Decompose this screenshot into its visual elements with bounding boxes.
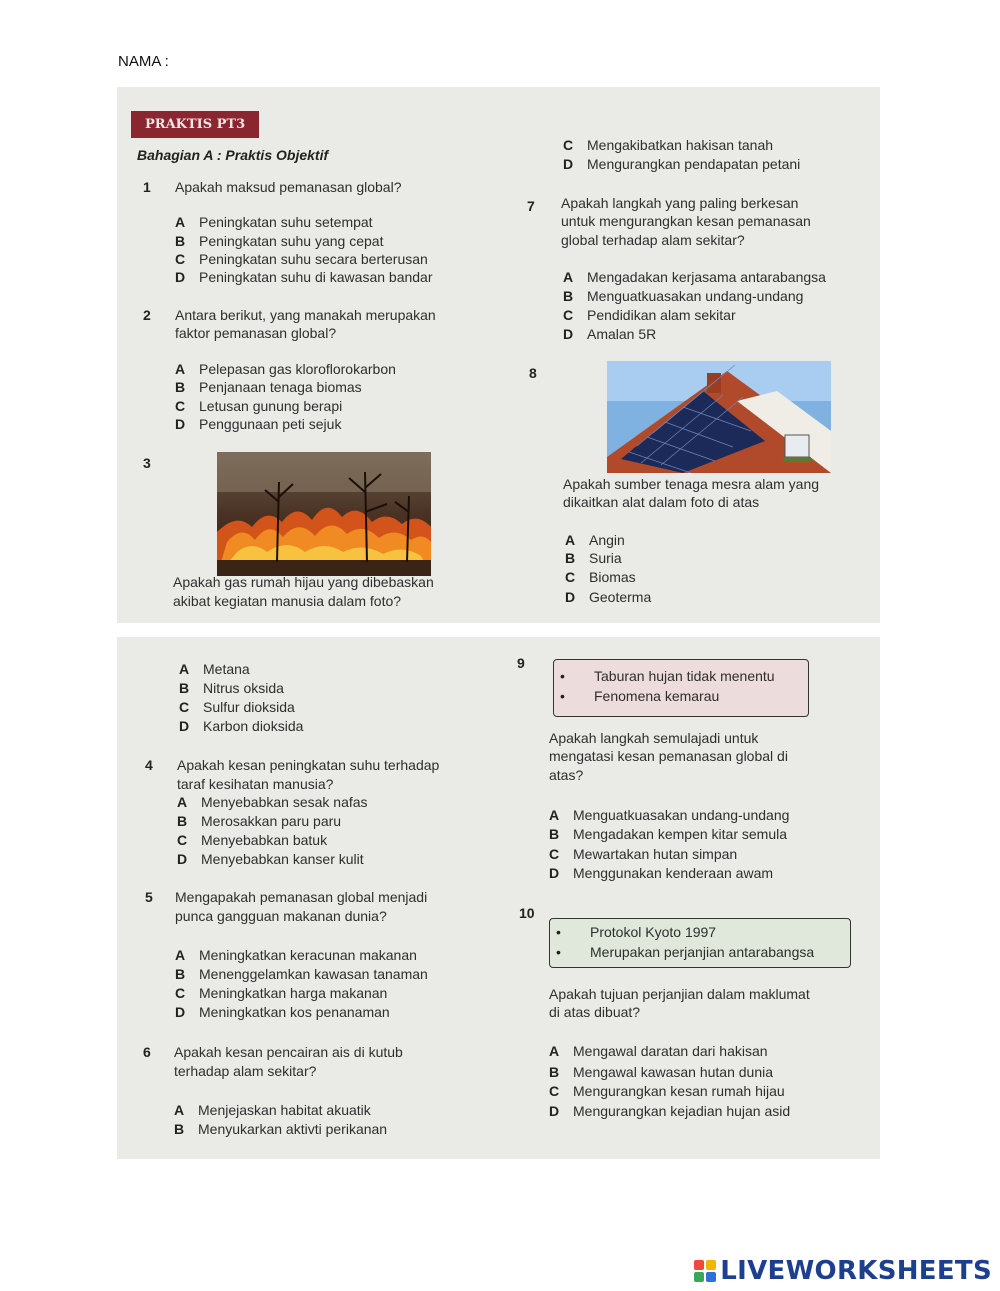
option-text: Mengawal kawasan hutan dunia (573, 1064, 774, 1080)
option-text: Merosakkan paru paru (201, 813, 342, 829)
option-letter: D (565, 589, 576, 605)
option-letter: C (179, 699, 190, 715)
option[interactable] (549, 1103, 790, 1120)
option-letter: C (549, 1083, 560, 1099)
option[interactable] (565, 550, 622, 567)
option-text: Metana (203, 661, 250, 677)
option-letter: A (179, 661, 190, 677)
option[interactable] (175, 398, 342, 415)
option-text: Penjanaan tenaga biomas (199, 379, 362, 395)
option-letter: C (563, 307, 574, 323)
option-text: Menjejaskan habitat akuatik (198, 1102, 371, 1118)
liveworksheets-logo (694, 1256, 992, 1286)
logo-mark-icon (694, 1260, 716, 1282)
question-text: Apakah maksud pemanasan global? (175, 179, 402, 195)
option-text: Angin (589, 532, 625, 548)
option-text: Peningkatan suhu secara berterusan (199, 251, 428, 267)
option[interactable] (549, 1043, 768, 1060)
option-letter: D (549, 865, 560, 881)
option-letter: D (563, 156, 574, 172)
question-text: taraf kesihatan manusia? (177, 776, 334, 792)
option-text: Menyebabkan sesak nafas (201, 794, 368, 810)
question-number: 5 (145, 889, 153, 905)
name-label: NAMA : (118, 53, 169, 70)
option-letter: B (175, 233, 186, 249)
option[interactable] (177, 794, 368, 811)
option-text: Mewartakan hutan simpan (573, 846, 738, 862)
option[interactable] (175, 966, 428, 983)
question-text: Apakah gas rumah hijau yang dibebaskan (173, 574, 434, 590)
option[interactable] (175, 416, 341, 433)
option[interactable] (175, 214, 373, 231)
option-letter: A (563, 269, 574, 285)
question-text: Apakah sumber tenaga mesra alam yang (563, 476, 820, 492)
option-text: Mengadakan kempen kitar semula (573, 826, 788, 842)
option-text: Meningkatkan harga makanan (199, 985, 388, 1001)
option[interactable] (549, 1064, 773, 1081)
question-number: 4 (145, 757, 153, 773)
info-bullet: • Fenomena kemarau (580, 686, 808, 706)
option[interactable] (179, 718, 303, 735)
section-title: Bahagian A : Praktis Objektif (137, 147, 329, 163)
question-number: 7 (527, 198, 535, 214)
question-text: punca gangguan makanan dunia? (175, 908, 387, 924)
option-letter: D (177, 851, 188, 867)
option[interactable] (179, 699, 295, 716)
option-letter: C (175, 985, 186, 1001)
worksheet-photo-1 (117, 87, 880, 623)
option[interactable] (563, 137, 773, 154)
option-text: Mengurangkan kesan rumah hijau (573, 1083, 785, 1099)
question-text: akibat kegiatan manusia dalam foto? (173, 593, 402, 609)
option-text: Geoterma (589, 589, 652, 605)
info-box (553, 659, 809, 717)
question-text: untuk mengurangkan kesan pemanasan (561, 213, 811, 229)
question-text: faktor pemanasan global? (175, 325, 337, 341)
option-text: Peningkatan suhu yang cepat (199, 233, 384, 249)
option-text: Suria (589, 550, 622, 566)
option[interactable] (565, 569, 636, 586)
option-letter: C (565, 569, 576, 585)
logo-text: LIVEWORKSHEETS (720, 1256, 992, 1286)
question-number: 1 (143, 179, 151, 195)
option[interactable] (549, 807, 789, 824)
option[interactable] (563, 269, 826, 286)
option-letter: B (177, 813, 188, 829)
worksheet-photo-2 (117, 637, 880, 1159)
option-letter: B (549, 1064, 560, 1080)
info-bullet: • Protokol Kyoto 1997 (576, 922, 850, 942)
question-text: Apakah langkah semulajadi untuk (549, 730, 759, 746)
info-box (549, 918, 851, 968)
option-letter: B (549, 826, 560, 842)
option-letter: A (565, 532, 576, 548)
option-letter: C (563, 137, 574, 153)
option-letter: C (175, 251, 186, 267)
option[interactable] (179, 680, 284, 697)
option-text: Mengadakan kerjasama antarabangsa (587, 269, 826, 285)
option[interactable] (565, 532, 625, 549)
option[interactable] (565, 589, 651, 606)
option-letter: D (563, 326, 574, 342)
option-letter: B (565, 550, 576, 566)
option-letter: D (549, 1103, 560, 1119)
question-text: dikaitkan alat dalam foto di atas (563, 494, 760, 510)
option[interactable] (177, 813, 341, 830)
option-text: Letusan gunung berapi (199, 398, 343, 414)
option[interactable] (549, 865, 773, 882)
option[interactable] (175, 379, 362, 396)
option[interactable] (549, 1083, 785, 1100)
option-letter: C (177, 832, 188, 848)
option-text: Menyebabkan batuk (201, 832, 328, 848)
option[interactable] (175, 233, 383, 250)
info-bullet: • Taburan hujan tidak menentu (580, 666, 808, 686)
option[interactable] (174, 1102, 371, 1119)
option[interactable] (563, 307, 736, 324)
option-text: Mengurangkan pendapatan petani (587, 156, 801, 172)
option[interactable] (175, 947, 417, 964)
option-text: Menyebabkan kanser kulit (201, 851, 364, 867)
option-letter: B (175, 379, 186, 395)
question-text: Apakah kesan pencairan ais di kutub (174, 1044, 403, 1060)
option-text: Amalan 5R (587, 326, 657, 342)
question-number: 2 (143, 307, 151, 323)
option-text: Pelepasan gas kloroflorokarbon (199, 361, 396, 377)
question-number: 9 (517, 655, 525, 671)
option-text: Meningkatkan keracunan makanan (199, 947, 417, 963)
option[interactable] (563, 288, 803, 305)
option-letter: A (177, 794, 188, 810)
solar-panel-house-photo (607, 361, 831, 473)
option-letter: C (175, 398, 186, 414)
option-letter: D (179, 718, 190, 734)
option-text: Menyukarkan aktivti perikanan (198, 1121, 388, 1137)
option-text: Nitrus oksida (203, 680, 284, 696)
option[interactable] (175, 361, 396, 378)
option-text: Karbon dioksida (203, 718, 304, 734)
question-number: 10 (519, 905, 535, 921)
question-number: 8 (529, 365, 537, 381)
option[interactable] (175, 269, 433, 286)
option-text: Menguatkuasakan undang-undang (587, 288, 804, 304)
option[interactable] (563, 156, 800, 173)
question-text: Mengapakah pemanasan global menjadi (175, 889, 428, 905)
option-text: Meningkatkan kos penanaman (199, 1004, 390, 1020)
option-text: Mengawal daratan dari hakisan (573, 1043, 768, 1059)
option-letter: A (549, 1043, 560, 1059)
question-text: mengatasi kesan pemanasan global di (549, 748, 788, 764)
option[interactable] (563, 326, 656, 343)
option-letter: B (563, 288, 574, 304)
option-letter: D (175, 1004, 186, 1020)
practice-badge: PRAKTIS PT3 (131, 111, 259, 138)
option[interactable] (179, 661, 250, 678)
option-text: Peningkatan suhu di kawasan bandar (199, 269, 433, 285)
option-text: Pendidikan alam sekitar (587, 307, 736, 323)
question-text: di atas dibuat? (549, 1004, 641, 1020)
option-text: Mengurangkan kejadian hujan asid (573, 1103, 791, 1119)
question-number: 6 (143, 1044, 151, 1060)
option-letter: B (174, 1121, 185, 1137)
question-text: global terhadap alam sekitar? (561, 232, 745, 248)
forest-fire-photo (217, 452, 431, 576)
option[interactable] (174, 1121, 387, 1138)
option-text: Menguatkuasakan undang-undang (573, 807, 790, 823)
question-text: Apakah langkah yang paling berkesan (561, 195, 799, 211)
option-letter: A (175, 214, 186, 230)
option-text: Peningkatan suhu setempat (199, 214, 373, 230)
option-text: Biomas (589, 569, 636, 585)
option[interactable] (175, 1004, 390, 1021)
option-letter: D (175, 416, 186, 432)
option[interactable] (175, 251, 428, 268)
question-text: terhadap alam sekitar? (174, 1063, 317, 1079)
option-letter: A (175, 361, 186, 377)
info-bullet: • Merupakan perjanjian antarabangsa (576, 942, 850, 962)
option-text: Penggunaan peti sejuk (199, 416, 342, 432)
option-letter: C (549, 846, 560, 862)
option-letter: B (175, 966, 186, 982)
question-text: Apakah tujuan perjanjian dalam maklumat (549, 986, 810, 1002)
option-letter: D (175, 269, 186, 285)
option[interactable] (549, 846, 737, 863)
option-letter: A (174, 1102, 185, 1118)
question-text: Antara berikut, yang manakah merupakan (175, 307, 436, 323)
option[interactable] (175, 985, 387, 1002)
option-letter: A (175, 947, 186, 963)
option-text: Menggunakan kenderaan awam (573, 865, 774, 881)
option[interactable] (549, 826, 787, 843)
option[interactable] (177, 832, 327, 849)
option-text: Menenggelamkan kawasan tanaman (199, 966, 428, 982)
option-letter: B (179, 680, 190, 696)
option[interactable] (177, 851, 364, 868)
option-text: Sulfur dioksida (203, 699, 295, 715)
question-number: 3 (143, 455, 151, 471)
option-text: Mengakibatkan hakisan tanah (587, 137, 774, 153)
option-letter: A (549, 807, 560, 823)
question-text: atas? (549, 767, 584, 783)
question-text: Apakah kesan peningkatan suhu terhadap (177, 757, 440, 773)
